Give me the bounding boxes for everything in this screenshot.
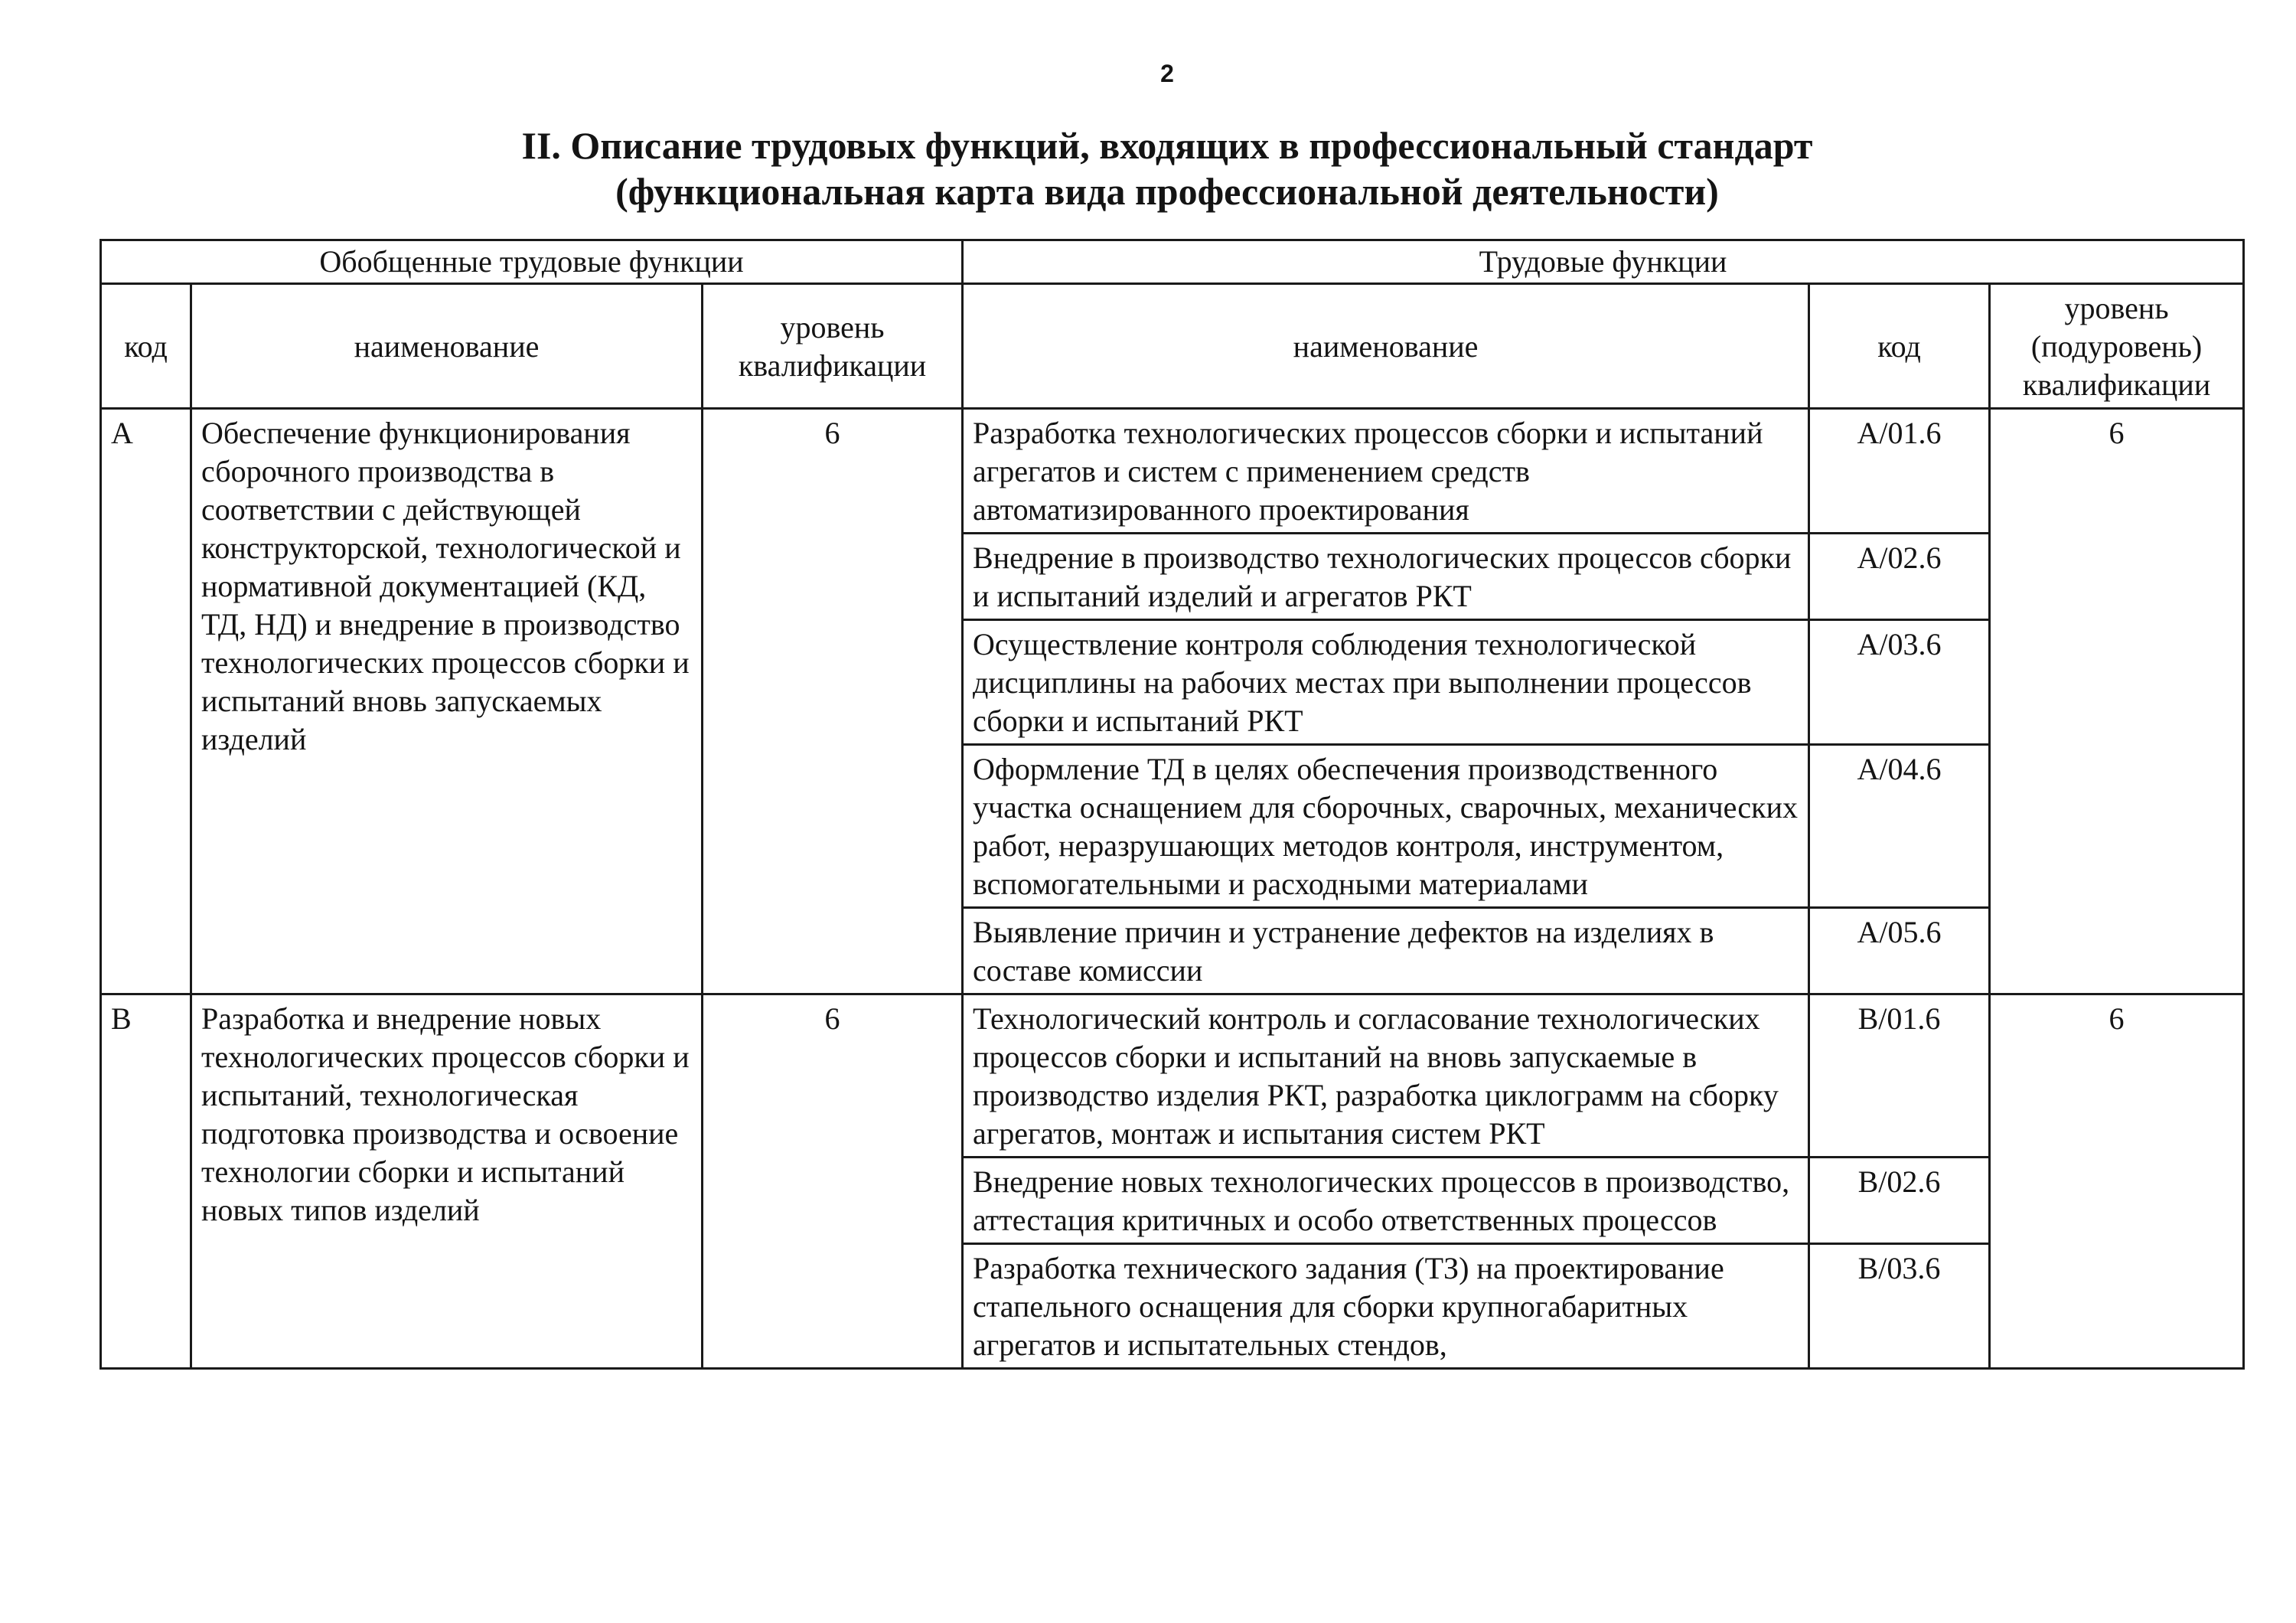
func-level-header: уровень (подуровень) квалификации	[1990, 284, 2244, 409]
gen-level-cell: 6	[703, 409, 963, 994]
func-name-cell: Внедрение в производство технологических процессов сборки и испытаний изделий и агрегатов РКТ	[963, 534, 1809, 620]
func-code-cell: B/01.6	[1809, 994, 1990, 1158]
func-code-cell: A/05.6	[1809, 908, 1990, 994]
labor-functions-header: Трудовые функции	[963, 240, 2244, 284]
func-code-cell: B/03.6	[1809, 1244, 1990, 1369]
section-title	[0, 122, 2296, 214]
func-code-cell: A/04.6	[1809, 745, 1990, 908]
gen-name-cell: Обеспечение функционирования сборочного производства в соответствии с действующей конструкторской, технологической и нормативной документацией (КД, ТД, НД) и внедрение в производство технологических процессов сборки и испытаний вновь запускаемых изделий	[191, 409, 703, 994]
func-code-cell: B/02.6	[1809, 1158, 1990, 1244]
page-number: 2	[1160, 60, 1174, 87]
func-name-cell: Внедрение новых технологических процессов в производство, аттестация критичных и особо ответственных процессов	[963, 1158, 1809, 1244]
func-level-cell: 6	[1990, 994, 2244, 1369]
func-code-header: код	[1809, 284, 1990, 409]
gen-name-header: наименование	[191, 284, 703, 409]
table-row	[101, 994, 2244, 1158]
generalized-functions-header: Обобщенные трудовые функции	[101, 240, 963, 284]
section-title-line-2: (функциональная карта вида профессиональной деятельности)	[615, 170, 1719, 213]
func-name-cell: Разработка технического задания (ТЗ) на проектирование стапельного оснащения для сборки крупногабаритных агрегатов и испытательных стендов,	[963, 1244, 1809, 1369]
section-title-line-1: II. Описание трудовых функций, входящих в профессиональный стандарт	[521, 124, 1813, 167]
func-level-cell: 6	[1990, 409, 2244, 994]
group-header-row	[101, 240, 2244, 284]
gen-name-cell: Разработка и внедрение новых технологических процессов сборки и испытаний, технологическая подготовка производства и освоение технологии сборки и испытаний новых типов изделий	[191, 994, 703, 1369]
func-name-cell: Технологический контроль и согласование технологических процессов сборки и испытаний на вновь запускаемые в производство изделия РКТ, разработка циклограмм на сборку агрегатов, монтаж и испытания систем РКТ	[963, 994, 1809, 1158]
functional-map-table	[99, 239, 2245, 1370]
gen-level-header: уровень квалификации	[703, 284, 963, 409]
func-name-cell: Оформление ТД в целях обеспечения производственного участка оснащением для сборочных, сварочных, механических работ, неразрушающих методов контроля, инструментом, вспомогательными и расходными материалами	[963, 745, 1809, 908]
gen-code-cell: B	[101, 994, 191, 1369]
gen-code-header: код	[101, 284, 191, 409]
column-header-row	[101, 284, 2244, 409]
func-name-cell: Разработка технологических процессов сборки и испытаний агрегатов и систем с применением средств автоматизированного проектирования	[963, 409, 1809, 534]
func-code-cell: A/02.6	[1809, 534, 1990, 620]
func-code-cell: A/03.6	[1809, 620, 1990, 745]
func-name-cell: Выявление причин и устранение дефектов на изделиях в составе комиссии	[963, 908, 1809, 994]
func-name-header: наименование	[963, 284, 1809, 409]
table-row	[101, 409, 2244, 534]
gen-level-cell: 6	[703, 994, 963, 1369]
func-code-cell: A/01.6	[1809, 409, 1990, 534]
gen-code-cell: A	[101, 409, 191, 994]
func-name-cell: Осуществление контроля соблюдения технологической дисциплины на рабочих местах при выполнении процессов сборки и испытаний РКТ	[963, 620, 1809, 745]
